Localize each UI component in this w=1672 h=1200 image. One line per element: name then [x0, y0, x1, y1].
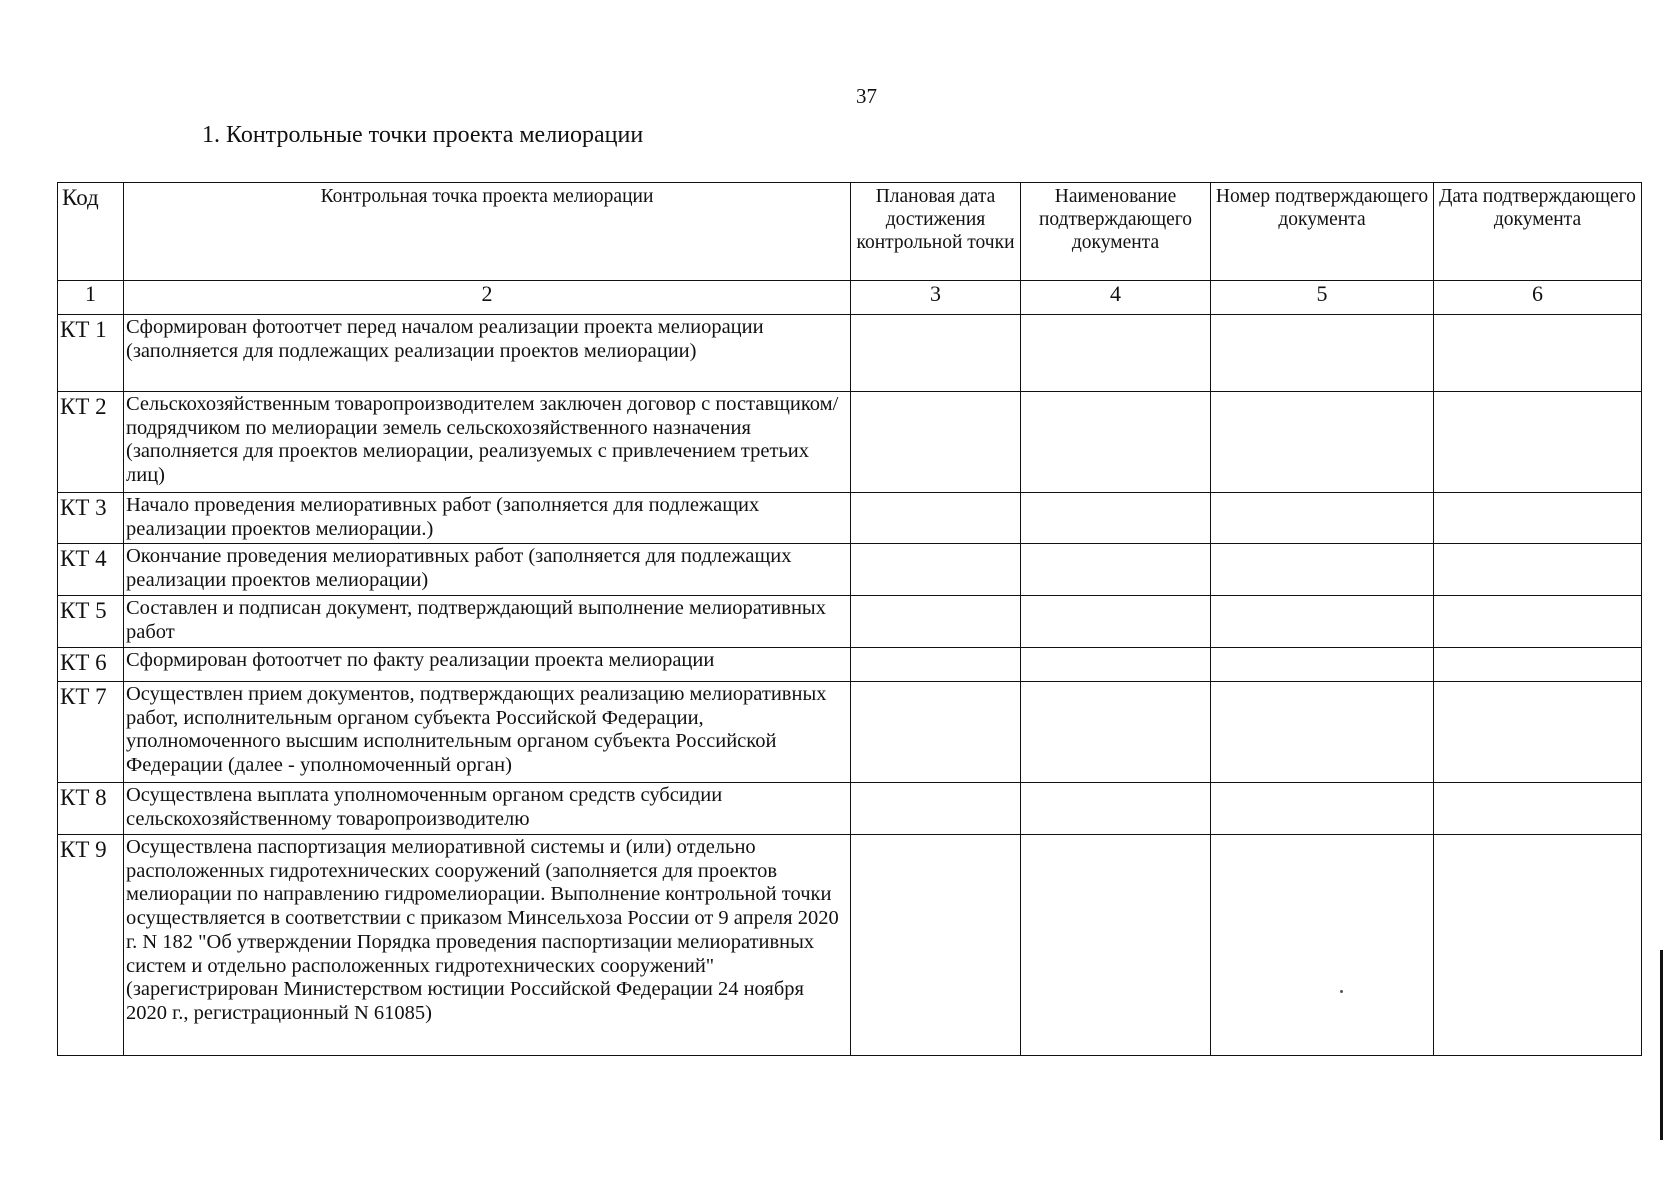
- document-number-cell: [1211, 648, 1434, 682]
- document-date-cell: [1434, 835, 1642, 1056]
- document-number-cell: [1211, 682, 1434, 783]
- document-number-cell: [1211, 544, 1434, 596]
- row-description: Сформирован фотоотчет перед началом реализации проекта мелиорации (заполняется для подлежащих реализации проектов мелиорации): [124, 315, 851, 392]
- column-number: 4: [1021, 281, 1211, 315]
- planned-date-cell: [851, 648, 1021, 682]
- row-description: Окончание проведения мелиоративных работ (заполняется для подлежащих реализации проектов мелиорации): [124, 544, 851, 596]
- document-number-cell: [1211, 493, 1434, 544]
- document-name-cell: [1021, 493, 1211, 544]
- planned-date-cell: [851, 544, 1021, 596]
- row-code: КТ 2: [58, 392, 124, 493]
- document-number-cell: [1211, 835, 1434, 1056]
- planned-date-cell: [851, 315, 1021, 392]
- row-description: Осуществлен прием документов, подтверждающих реализацию мелиоративных работ, исполнительным органом субъекта Российской Федерации, уполномоченного высшим исполнительным органом субъекта Российской Федерации (далее - уполномоченный орган): [124, 682, 851, 783]
- scan-speck: [1340, 990, 1343, 993]
- column-numbers-row: [58, 281, 1642, 315]
- row-code: КТ 3: [58, 493, 124, 544]
- document-date-cell: [1434, 493, 1642, 544]
- row-description: Осуществлена выплата уполномоченным органом средств субсидии сельскохозяйственному товаропроизводителю: [124, 783, 851, 835]
- planned-date-cell: [851, 682, 1021, 783]
- planned-date-cell: [851, 596, 1021, 648]
- document-date-cell: [1434, 392, 1642, 493]
- document-date-cell: [1434, 315, 1642, 392]
- document-name-cell: [1021, 783, 1211, 835]
- column-number: 2: [124, 281, 851, 315]
- column-number: 5: [1211, 281, 1434, 315]
- document-date-cell: [1434, 682, 1642, 783]
- row-code: КТ 5: [58, 596, 124, 648]
- document-name-cell: [1021, 648, 1211, 682]
- table-row: [58, 682, 1642, 783]
- header-document-number: Номер подтверждающего документа: [1211, 183, 1434, 281]
- table-row: [58, 544, 1642, 596]
- document-number-cell: [1211, 783, 1434, 835]
- column-number: 6: [1434, 281, 1642, 315]
- table-row: [58, 596, 1642, 648]
- document-date-cell: [1434, 544, 1642, 596]
- header-document-date: Дата подтверждающего документа: [1434, 183, 1642, 281]
- table-row: [58, 392, 1642, 493]
- scan-margin-mark: [1660, 950, 1663, 1140]
- row-description: Сформирован фотоотчет по факту реализации проекта мелиорации: [124, 648, 851, 682]
- header-planned-date: Плановая дата достижения контрольной точки: [851, 183, 1021, 281]
- section-title: 1. Контрольные точки проекта мелиорации: [202, 122, 644, 148]
- row-code: КТ 6: [58, 648, 124, 682]
- planned-date-cell: [851, 835, 1021, 1056]
- row-code: КТ 1: [58, 315, 124, 392]
- column-number: 1: [58, 281, 124, 315]
- document-name-cell: [1021, 835, 1211, 1056]
- row-code: КТ 9: [58, 835, 124, 1056]
- document-number-cell: [1211, 315, 1434, 392]
- header-document-name: Наименование подтверждающего документа: [1021, 183, 1211, 281]
- header-control-point: Контрольная точка проекта мелиорации: [124, 183, 851, 281]
- row-description: Сельскохозяйственным товаропроизводителем заключен договор с поставщиком/подрядчиком по мелиорации земель сельскохозяйственного назначения (заполняется для проектов мелиорации, реализуемых с привлечением третьих лиц): [124, 392, 851, 493]
- row-description: Составлен и подписан документ, подтверждающий выполнение мелиоративных работ: [124, 596, 851, 648]
- document-date-cell: [1434, 783, 1642, 835]
- planned-date-cell: [851, 392, 1021, 493]
- table-row: [58, 835, 1642, 1056]
- document-date-cell: [1434, 596, 1642, 648]
- row-description: Начало проведения мелиоративных работ (заполняется для подлежащих реализации проектов мелиорации.): [124, 493, 851, 544]
- column-number: 3: [851, 281, 1021, 315]
- planned-date-cell: [851, 783, 1021, 835]
- row-description: Осуществлена паспортизация мелиоративной системы и (или) отдельно расположенных гидротехнических сооружений (заполняется для проектов мелиорации по направлению гидромелиорации. Выполнение контрольной точки осуществляется в соответствии с приказом Минсельхоза России от 9 апреля 2020 г. N 182 "Об утверждении Порядка проведения паспортизации мелиоративных систем и отдельно расположенных гидротехнических сооружений" (зарегистрирован Министерством юстиции Российской Федерации 24 ноября 2020 г., регистрационный N 61085): [124, 835, 851, 1056]
- planned-date-cell: [851, 493, 1021, 544]
- document-name-cell: [1021, 392, 1211, 493]
- row-code: КТ 4: [58, 544, 124, 596]
- row-code: КТ 7: [58, 682, 124, 783]
- table-row: [58, 493, 1642, 544]
- document-name-cell: [1021, 596, 1211, 648]
- page-number: 37: [856, 84, 877, 108]
- row-code: КТ 8: [58, 783, 124, 835]
- table-row: [58, 783, 1642, 835]
- document-name-cell: [1021, 544, 1211, 596]
- document-name-cell: [1021, 315, 1211, 392]
- table-row: [58, 315, 1642, 392]
- document-number-cell: [1211, 392, 1434, 493]
- document-date-cell: [1434, 648, 1642, 682]
- table-row: [58, 648, 1642, 682]
- control-points-table: [57, 182, 1642, 1056]
- document-number-cell: [1211, 596, 1434, 648]
- header-code: Код: [58, 183, 124, 281]
- document-name-cell: [1021, 682, 1211, 783]
- header-row: [58, 183, 1642, 281]
